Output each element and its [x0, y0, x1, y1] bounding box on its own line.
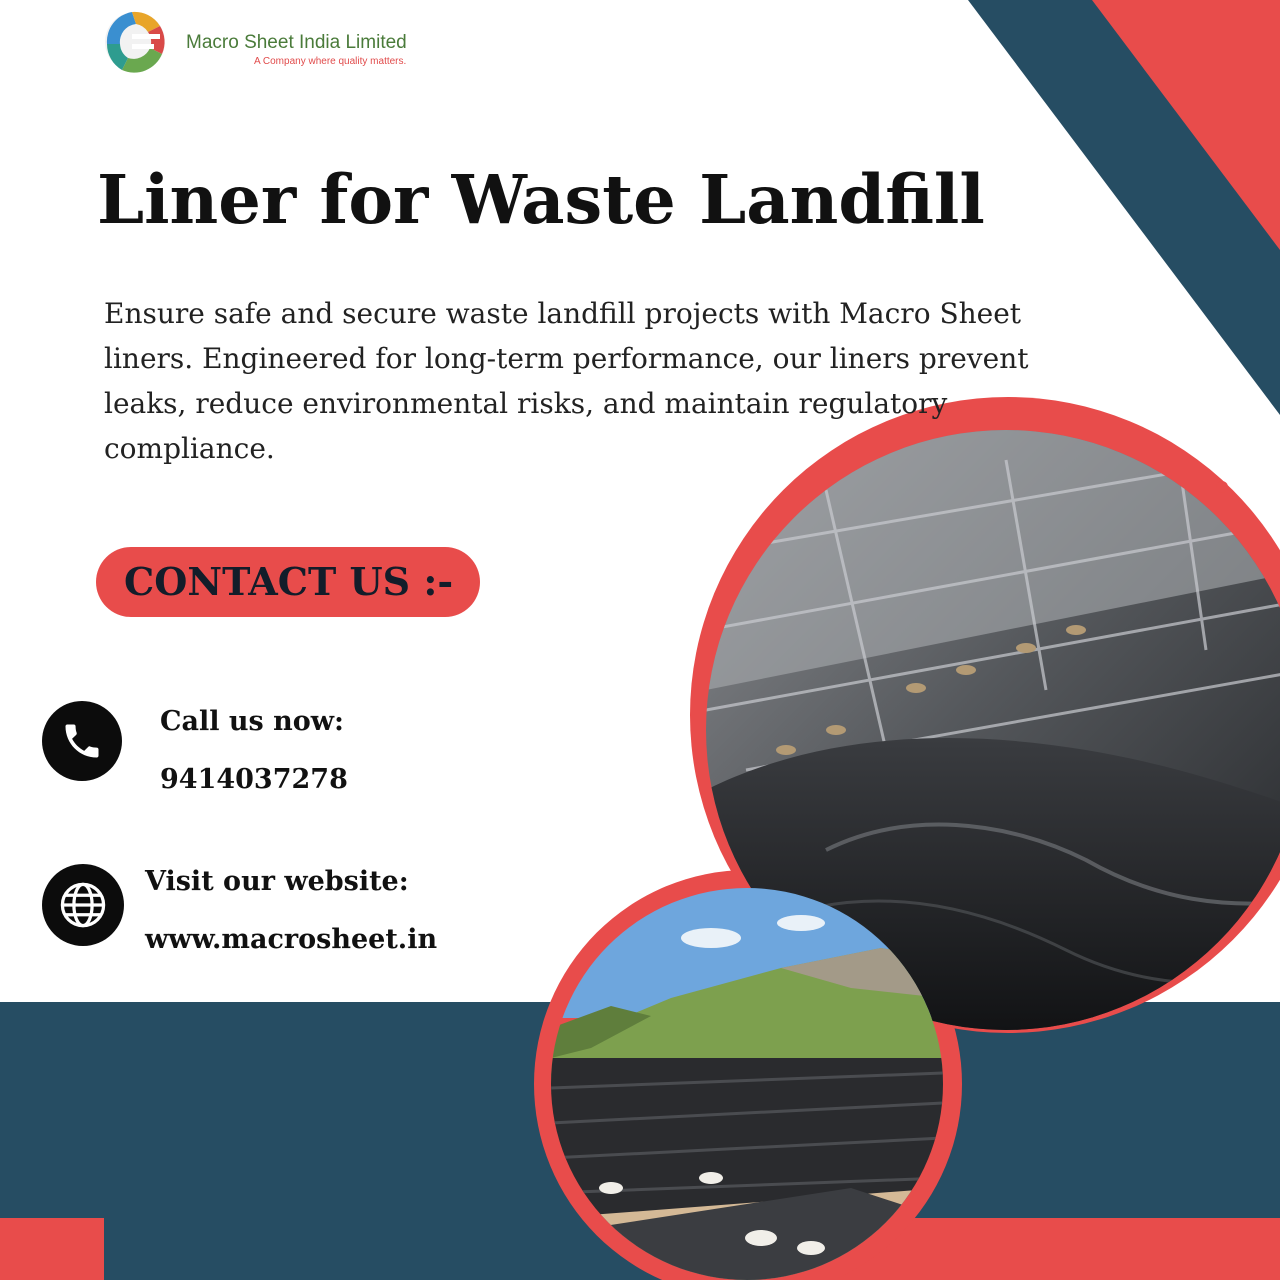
globe-icon	[42, 864, 124, 946]
website-label: Visit our website:	[145, 866, 409, 897]
description-line: compliance.	[104, 432, 275, 465]
call-us-label: Call us now:	[160, 706, 344, 737]
page-title: Liner for Waste Landfill	[97, 160, 985, 239]
phone-number[interactable]: 9414037278	[160, 764, 348, 795]
logo-mark-icon	[102, 4, 172, 74]
description	[104, 291, 1029, 471]
phone-icon	[42, 701, 122, 781]
description-line: liners. Engineered for long-term performance, our liners prevent	[104, 342, 1029, 375]
website-link[interactable]: www.macrosheet.in	[145, 924, 438, 955]
contact-us-banner	[96, 547, 480, 617]
landfill-site-photo	[551, 888, 943, 1280]
brand-name: Macro Sheet India Limited	[186, 32, 407, 53]
contact-us-heading: CONTACT US :-	[124, 559, 454, 604]
description-line: leaks, reduce environmental risks, and maintain regulatory	[104, 387, 948, 420]
brand-tagline: A Company where quality matters.	[254, 56, 407, 67]
brand-logo	[102, 4, 432, 76]
description-line: Ensure safe and secure waste landfill projects with Macro Sheet	[104, 297, 1022, 330]
